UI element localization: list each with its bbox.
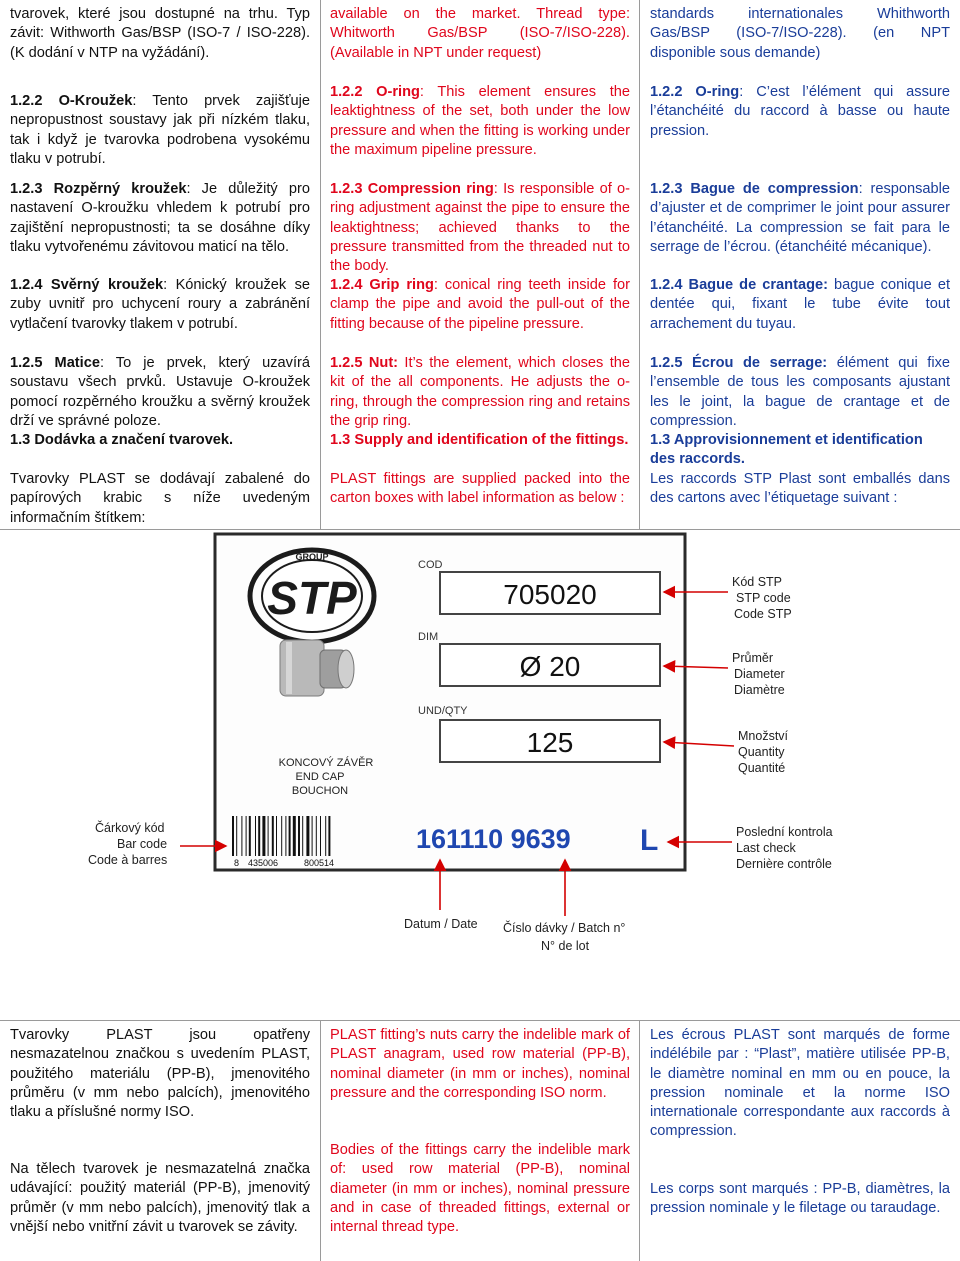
barcode-bar bbox=[298, 816, 300, 856]
barcode-digit-3: 800514 bbox=[304, 858, 335, 868]
callout-date: Datum / Date bbox=[404, 917, 478, 931]
en-marking-column bbox=[320, 1020, 640, 1261]
callout-lastcheck-en: Last check bbox=[736, 841, 796, 855]
cod-caption: COD bbox=[418, 559, 443, 571]
en-heading-1-3: 1.3 Supply and identification of the fittings. bbox=[330, 432, 629, 448]
cz-section-1-2-3: 1.2.3 Rozpěrný kroužek: Je důležitý pro nastavení O-kroužku vhledem k potrubí pro zajištění nepropustnosti; ta se dosáhne díky tlaku vytvořenému závitovou maticí na tělo. bbox=[10, 181, 310, 255]
barcode-bar bbox=[328, 816, 330, 856]
barcode-bar bbox=[289, 816, 291, 856]
barcode-bar bbox=[255, 816, 256, 856]
en-marking-nuts: PLAST fitting’s nuts carry the indelible mark of PLAST anagram, used row material (PP-B), nominal diameter (in mm or inches), nominal pressure and the corresponding ISO norm. bbox=[330, 1027, 630, 1101]
en-section-1-2-3: 1.2.3 Compression ring: Is responsible of o-ring adjustment against the pipe to ensure the leaktightness; achieved thanks to the pressure transmitted from the threaded nut to the body. bbox=[330, 181, 630, 275]
callout-barcode-cz: Čárkový kód bbox=[95, 821, 165, 835]
barcode-bar bbox=[285, 816, 286, 856]
callout-quantity-fr: Quantité bbox=[738, 761, 786, 775]
product-name-cz: KONCOVÝ ZÁVĚR bbox=[278, 757, 374, 769]
fr-heading-1-3: 1.3 Approvisionnement et identification des raccords. bbox=[650, 432, 923, 468]
dim-caption: DIM bbox=[418, 631, 439, 643]
cz-section-1-2-5: 1.2.5 Matice: To je prvek, který uzavírá soustavu všech prvků. Ustavuje O-kroužek pomocí rozpěrného kroužku a svěrný kroužek drží ve správné poloze. bbox=[10, 355, 310, 429]
barcode-bar bbox=[258, 816, 260, 856]
stp-label-figure bbox=[0, 530, 960, 990]
cz-intro-paragraph: tvarovek, které jsou dostupné na trhu. Typ závit: Withworth Gas/BSP (ISO-7 / ISO-228). (K dodání v NTP na vyžádání). bbox=[10, 6, 310, 61]
barcode-bar bbox=[246, 816, 247, 856]
barcode-digit-1: 8 bbox=[234, 858, 240, 868]
french-column bbox=[640, 0, 960, 530]
czech-column bbox=[0, 0, 320, 530]
fr-section-1-2-5: 1.2.5 Écrou de serrage: élément qui fixe l’ensemble de tous les composants ajustant les le joint, la bague de crantage et de compression. bbox=[650, 355, 950, 429]
fr-supply-paragraph: Les raccords STP Plast sont emballés dans des cartons avec l’étiquetage suivant : bbox=[650, 471, 950, 507]
batch-number: 161110 9639 bbox=[416, 824, 571, 854]
callout-quantity-cz: Množství bbox=[738, 729, 789, 743]
last-check-letter: L bbox=[640, 824, 659, 857]
callout-barcode-en: Bar code bbox=[117, 837, 168, 851]
stp-logo bbox=[250, 550, 374, 642]
cz-section-1-2-2: 1.2.2 O-Kroužek: Tento prvek zajišťuje nepropustnost soustavy jak při nízkém tlaku, tak i když je tvarovka podrobena vysokému tlaku v potrubí. bbox=[10, 93, 310, 167]
barcode-bar bbox=[302, 816, 303, 856]
fr-marking-column bbox=[640, 1020, 960, 1261]
barcode-bar bbox=[281, 816, 282, 856]
en-section-1-2-4: 1.2.4 Grip ring: conical ring teeth inside for clamp the pipe and avoid the pull-out of the fitting because of the pipeline pressure. bbox=[330, 277, 630, 332]
barcode-bar bbox=[272, 816, 274, 856]
dim-value: Ø 20 bbox=[519, 651, 581, 682]
fr-marking-nuts: Les écrous PLAST sont marqués de forme indélébile par : “Plast”, matière utilisée PP-B, le diamètre nominal en mm ou en pouce, la pression nominale et la norme ISO internationale correspondante aux raccords à compression. bbox=[650, 1027, 950, 1140]
barcode-bar bbox=[320, 816, 321, 856]
product-name-en: END CAP bbox=[295, 771, 345, 783]
english-column bbox=[320, 0, 640, 530]
en-supply-paragraph: PLAST fittings are supplied packed into the carton boxes with label information as below : bbox=[330, 471, 630, 507]
en-marking-bodies: Bodies of the fittings carry the indelible mark of: used row material (PP-B), nominal diameter (in mm or inches), nominal pressure and in case of threaded fittings, external or internal thread type. bbox=[330, 1142, 630, 1236]
cod-value: 705020 bbox=[503, 579, 597, 610]
cz-supply-paragraph: Tvarovky PLAST se dodávají zabalené do papírových krabic s níže uvedeným informačním štítkem: bbox=[10, 471, 310, 526]
fr-marking-bodies: Les corps sont marqués : PP-B, diamètres, la pression nominale y le filetage ou taraudage. bbox=[650, 1181, 950, 1217]
logo-stp-text: STP bbox=[267, 572, 357, 624]
qty-caption: UND/QTY bbox=[418, 705, 468, 717]
en-section-1-2-5: 1.2.5 Nut: It’s the element, which closes the kit of the all components. He adjusts the o-ring, through the compression ring and retains the grip ring. bbox=[330, 355, 630, 429]
callout-barcode-fr: Code à barres bbox=[88, 853, 168, 867]
callout-quantity-en: Quantity bbox=[738, 745, 785, 759]
callout-diameter-en: Diameter bbox=[734, 667, 785, 681]
fr-section-1-2-4: 1.2.4 Bague de crantage: bague conique et dentée qui, fixant le tube évite tout arrachement du tuyau. bbox=[650, 277, 950, 332]
barcode-bar bbox=[306, 816, 309, 856]
barcode-bar bbox=[249, 816, 251, 856]
callout-diameter-cz: Průměr bbox=[732, 651, 773, 665]
cz-section-1-2-4: 1.2.4 Svěrný kroužek: Kónický kroužek se zuby uvnitř pro uchycení roury a zabránění vytlačení tvarovky tlakem v potrubí. bbox=[10, 277, 310, 332]
barcode-bar bbox=[312, 816, 313, 856]
callout-diameter-fr: Diamètre bbox=[734, 683, 785, 697]
barcode-bar bbox=[241, 816, 242, 856]
barcode-bar bbox=[293, 816, 296, 856]
callout-batch-cz-en: Číslo dávky / Batch n° bbox=[503, 921, 626, 935]
barcode-bar bbox=[232, 816, 234, 856]
cz-marking-bodies: Na tělech tvarovek je nesmazatelná značka udávající: použitý materiál (PP-B), jmenovitý průměr (v mm nebo palcích), jmenovitý tlak a vnější nebo vnitřní závit u tvarovek se závity. bbox=[10, 1161, 310, 1235]
product-name-fr: BOUCHON bbox=[291, 785, 349, 797]
barcode-bar bbox=[325, 816, 326, 856]
logo-group-text: GROUP bbox=[295, 552, 329, 562]
cz-heading-1-3: 1.3 Dodávka a značení tvarovek. bbox=[10, 432, 234, 448]
cz-marking-nuts: Tvarovky PLAST jsou opatřeny nesmazatelnou značkou s uvedením PLAST, použitého materiálu (PP-B), jmenovitého průměru (v mm nebo palcích), jmenovitého tlaku a příslušné normy ISO. bbox=[10, 1027, 310, 1121]
barcode-bar bbox=[276, 816, 277, 856]
fr-intro-paragraph: standards internationales Whithworth Gas/BSP (ISO-7/ISO-228). (en NPT disponible sous demande) bbox=[650, 6, 950, 61]
barcode-bar bbox=[236, 816, 237, 856]
en-section-1-2-2: 1.2.2 O-ring: This element ensures the leaktightness of the set, both under the low pressure and when the fitting is working under the maximum pipeline pressure. bbox=[330, 84, 630, 158]
callout-code-cz: Kód STP bbox=[732, 575, 783, 589]
barcode-bar bbox=[262, 816, 265, 856]
cz-marking-column bbox=[0, 1020, 320, 1261]
barcode-digit-2: 435006 bbox=[248, 858, 279, 868]
fr-section-1-2-3: 1.2.3 Bague de compression: responsable d’ajuster et de comprimer le joint pour assurer l’étanchéité. La compression se fait para le serrage de l’écrou. (étanchéité mécanique). bbox=[650, 181, 950, 255]
barcode-bar bbox=[268, 816, 269, 856]
qty-value: 125 bbox=[526, 727, 574, 758]
callout-lastcheck-cz: Poslední kontrola bbox=[736, 825, 833, 839]
callout-lastcheck-fr: Dernière contrôle bbox=[736, 857, 832, 871]
en-intro-paragraph: available on the market. Thread type: Whitworth Gas/BSP (ISO-7/ISO-228). (Available in NPT under request) bbox=[330, 6, 630, 61]
callout-code-en: STP code bbox=[736, 591, 791, 605]
callout-code-fr: Code STP bbox=[734, 607, 792, 621]
callout-batch-fr: N° de lot bbox=[541, 939, 590, 953]
fr-section-1-2-2: 1.2.2 O-ring: C’est l’élément qui assure l’étanchéité du raccord à basse ou haute pression. bbox=[650, 84, 950, 139]
barcode-bar bbox=[316, 816, 317, 856]
